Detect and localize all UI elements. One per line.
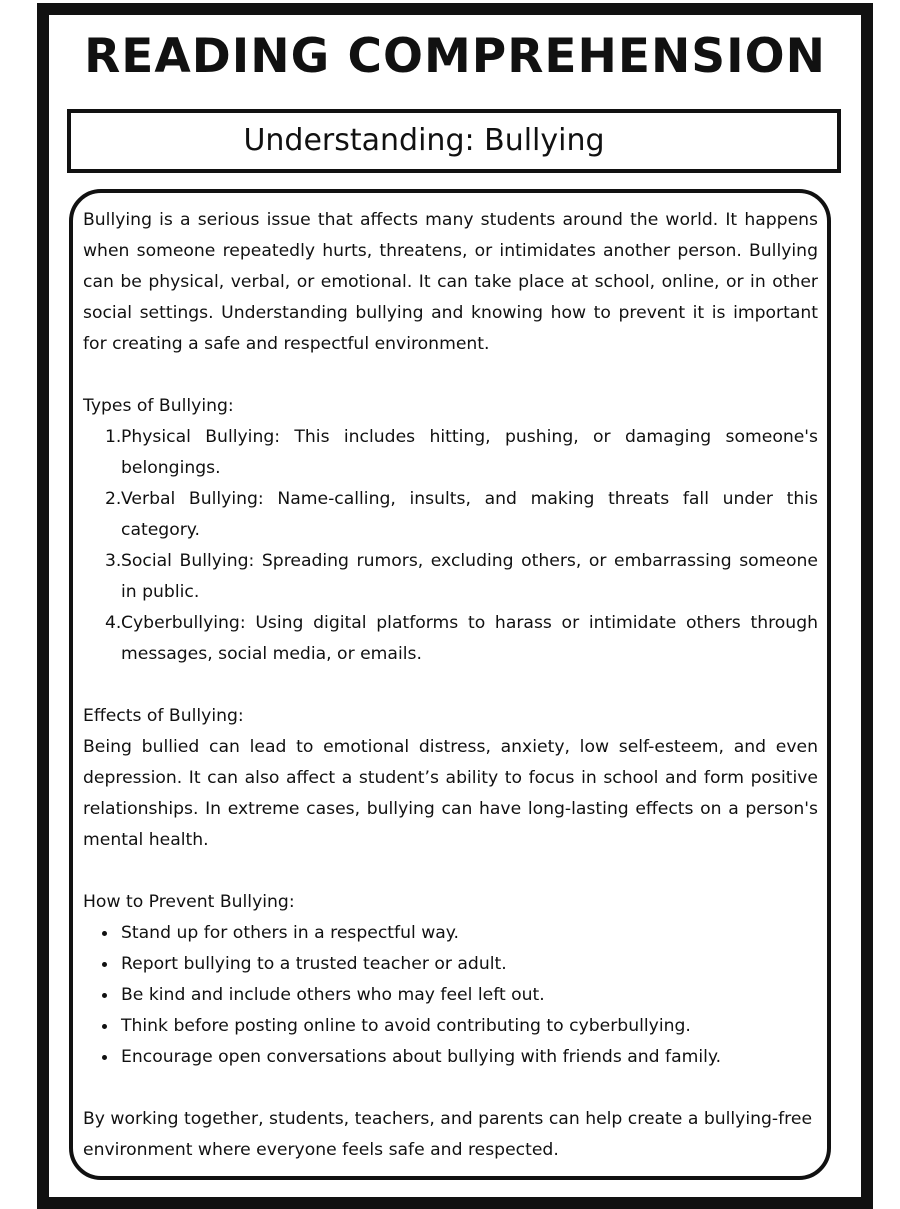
subtitle-box: [67, 109, 841, 173]
spacer: [83, 1073, 818, 1104]
effects-paragraph: Being bullied can lead to emotional distress, anxiety, low self-esteem, and even depression. It can also affect a student’s ability to focus in school and form positive relationships. In extreme cases, bullying can have long-lasting effects on a person's mental health.: [83, 737, 818, 850]
list-item-number: 3.: [105, 551, 122, 571]
spacer: [83, 856, 818, 887]
list-item-number: 1.: [105, 427, 122, 447]
list-item-text: Verbal Bullying: Name-calling, insults, and making threats fall under this category.: [121, 489, 818, 540]
spacer: [83, 360, 818, 391]
bullet-item: Stand up for others in a respectful way.: [83, 918, 818, 949]
spacer: [83, 670, 818, 701]
passage-subtitle: Understanding: Bullying: [243, 123, 605, 158]
prevent-list: [83, 918, 818, 1073]
bullet-item: Encourage open conversations about bullying with friends and family.: [83, 1042, 818, 1073]
conclusion-paragraph: By working together, students, teachers, and parents can help create a bullying-free environment where everyone feels safe and respected.: [83, 1109, 813, 1160]
list-item-text: Social Bullying: Spreading rumors, excluding others, or embarrassing someone in public.: [121, 551, 818, 602]
list-item-text: Cyberbullying: Using digital platforms to harass or intimidate others through messages, social media, or emails.: [121, 613, 818, 664]
list-item: [83, 546, 818, 608]
worksheet-frame: [37, 3, 873, 1209]
bullet-item: Be kind and include others who may feel left out.: [83, 980, 818, 1011]
bullet-item: Report bullying to a trusted teacher or adult.: [83, 949, 818, 980]
list-item-number: 2.: [105, 489, 122, 509]
prevent-heading: How to Prevent Bullying:: [83, 892, 295, 912]
list-item: [83, 608, 818, 670]
list-item-number: 4.: [105, 613, 122, 633]
intro-paragraph: Bullying is a serious issue that affects many students around the world. It happens when someone repeatedly hurts, threatens, or intimidates another person. Bullying can be physical, verbal, or emotional. It can take place at school, online, or in other social settings. Understanding bullying and knowing how to prevent it is important for creating a safe and respectful environment.: [83, 210, 818, 354]
bullet-item: Think before posting online to avoid contributing to cyberbullying.: [83, 1011, 818, 1042]
list-item: [83, 484, 818, 546]
worksheet-title: READING COMPREHENSION: [84, 29, 826, 84]
types-list: [83, 422, 818, 670]
effects-heading: Effects of Bullying:: [83, 706, 244, 726]
types-heading: Types of Bullying:: [83, 396, 234, 416]
passage-box: [69, 189, 831, 1180]
list-item-text: Physical Bullying: This includes hitting, pushing, or damaging someone's belongings.: [121, 427, 818, 478]
list-item: [83, 422, 818, 484]
